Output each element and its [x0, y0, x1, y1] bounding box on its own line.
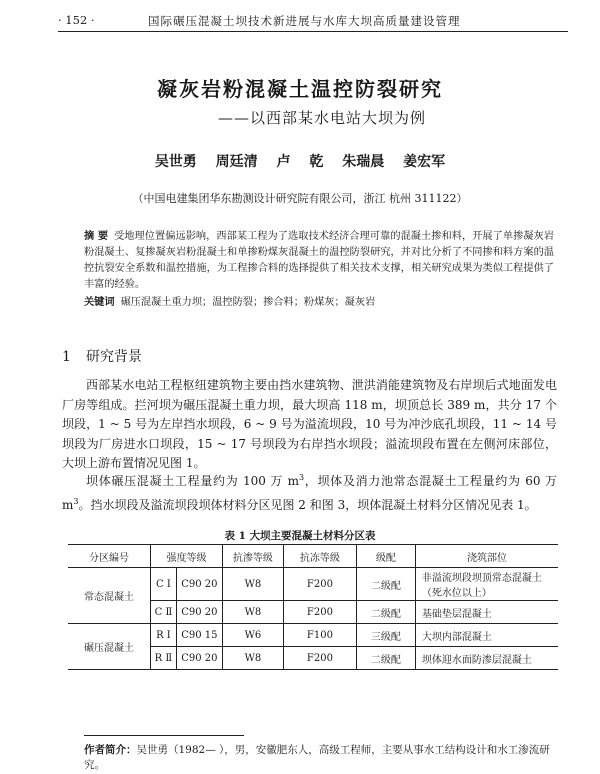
gradation-cell: 二级配 [356, 647, 415, 670]
location-cell: 非溢流坝段坝顶常态混凝土（死水位以上） [415, 568, 558, 601]
header-rule [58, 31, 568, 32]
material-zone-table [68, 544, 558, 670]
journal-title: 国际碾压混凝土坝技术新进展与水库大坝高质量建设管理 [148, 14, 461, 28]
paragraph-background: 西部某水电站工程枢纽建筑物主要由挡水建筑物、泄洪消能建筑物及右岸坝后式地面发电厂房等组成。拦河坝为碾压混凝土重力坝，最大坝高 118 m，坝顶总长 389 m，共分 17 个坝段，1 ~ 5 号为左岸挡水坝段，6 ~ 9 号为溢流坝段，10 号为冲沙底孔坝段，11 ~ 14 号坝段为厂房进水口坝段，15 ~ 17 号坝段为右岸挡水坝段；溢流坝段布置在左侧河床部位，大坝上游布置情况见图 1。 [62, 378, 557, 470]
paragraph-quantities [62, 468, 557, 515]
zone-cell: C Ⅰ [151, 568, 177, 601]
page-number: · 152 · [58, 13, 95, 27]
superscript: 3 [73, 496, 79, 506]
table-header-cell: 级配 [356, 545, 415, 568]
zone-cell: C Ⅱ [151, 601, 177, 624]
seepage-cell: W8 [222, 601, 283, 624]
section-heading [62, 346, 142, 366]
footnote-label: 作者简介： [84, 744, 137, 756]
group-cell: 常态混凝土 [68, 568, 151, 624]
para2-part1: 坝体碾压混凝土工程量约为 100 万 m [86, 474, 299, 488]
location-cell: 大坝内部混凝土 [415, 624, 558, 647]
grade-cell: C90 20 [176, 568, 222, 601]
keywords-label: 关键词 [84, 296, 115, 308]
zone-cell: R Ⅰ [151, 624, 177, 647]
abstract-text: 受地理位置偏远影响，西部某工程为了选取技术经济合理可靠的混凝土掺和料，开展了单掺凝灰岩粉混凝土、复掺凝灰岩粉混凝土和单掺粉煤灰混凝土的温控防裂研究，并对比分析了不同掺和料方案的温控抗裂安全系数和温控措施，为工程掺合料的选择提供了相关技术支撑，相关研究成果为类似工程提供了丰富的经验。 [84, 231, 555, 290]
table-row [68, 568, 558, 601]
para2-part3: 。挡水坝段及溢流坝段坝体材料分区见图 2 和图 3，坝体混凝土材料分区情况见表 1。 [78, 497, 537, 512]
seepage-cell: W8 [222, 647, 283, 670]
affiliation: （中国电建集团华东勘测设计研究院有限公司，浙江 杭州 311122） [132, 192, 468, 205]
paper-title: 凝灰岩粉混凝土温控防裂研究 [157, 77, 443, 101]
footnote-text: 吴世勇（1982— ），男，安徽肥东人，高级工程师，主要从事水工结构设计和水工渗流研究。 [84, 744, 550, 771]
section-number: 1 [62, 349, 71, 365]
grade-cell: C90 20 [176, 647, 222, 670]
paper-subtitle: ——以西部某水电站大坝为例 [218, 109, 427, 127]
para2-part2: ，坝体及消力池常态混凝土工程量约为 60 万 m [62, 474, 557, 512]
abstract [84, 228, 554, 293]
frost-cell: F200 [283, 647, 356, 670]
table-header-cell: 抗冻等级 [283, 545, 356, 568]
gradation-cell: 三级配 [356, 624, 415, 647]
gradation-cell: 二级配 [356, 601, 415, 624]
table-header-cell: 浇筑部位 [415, 545, 558, 568]
table-caption: 表 1 大坝主要混凝土材料分区表 [224, 530, 376, 542]
table-header-cell: 抗渗等级 [222, 545, 283, 568]
frost-cell: F200 [283, 601, 356, 624]
keywords [84, 293, 554, 308]
abstract-label: 摘 要 [84, 230, 109, 242]
grade-cell: C90 20 [176, 601, 222, 624]
grade-cell: C90 15 [176, 624, 222, 647]
superscript: 3 [298, 473, 305, 482]
keywords-text: 碾压混凝土重力坝；温控防裂；掺合料；粉煤灰；凝灰岩 [120, 297, 376, 308]
author-footnote [84, 742, 564, 772]
gradation-cell: 二级配 [356, 568, 415, 601]
seepage-cell: W8 [222, 568, 283, 601]
frost-cell: F100 [283, 624, 356, 647]
location-cell: 坝体迎水面防渗层混凝土 [415, 647, 558, 670]
authors: 吴世勇 周廷清 卢 乾 朱瑞晨 姜宏军 [154, 154, 446, 170]
table-header-cell: 分区编号 [68, 545, 151, 568]
footnote-rule [84, 735, 244, 736]
location-cell: 基础垫层混凝土 [415, 601, 558, 624]
section-title: 研究背景 [86, 349, 142, 365]
table-header-cell: 强度等级 [151, 545, 223, 568]
zone-cell: R Ⅱ [151, 647, 177, 670]
seepage-cell: W6 [222, 624, 283, 647]
group-cell: 碾压混凝土 [68, 624, 151, 670]
table-row [68, 624, 558, 647]
frost-cell: F200 [283, 568, 356, 601]
table-header-row [68, 545, 558, 568]
